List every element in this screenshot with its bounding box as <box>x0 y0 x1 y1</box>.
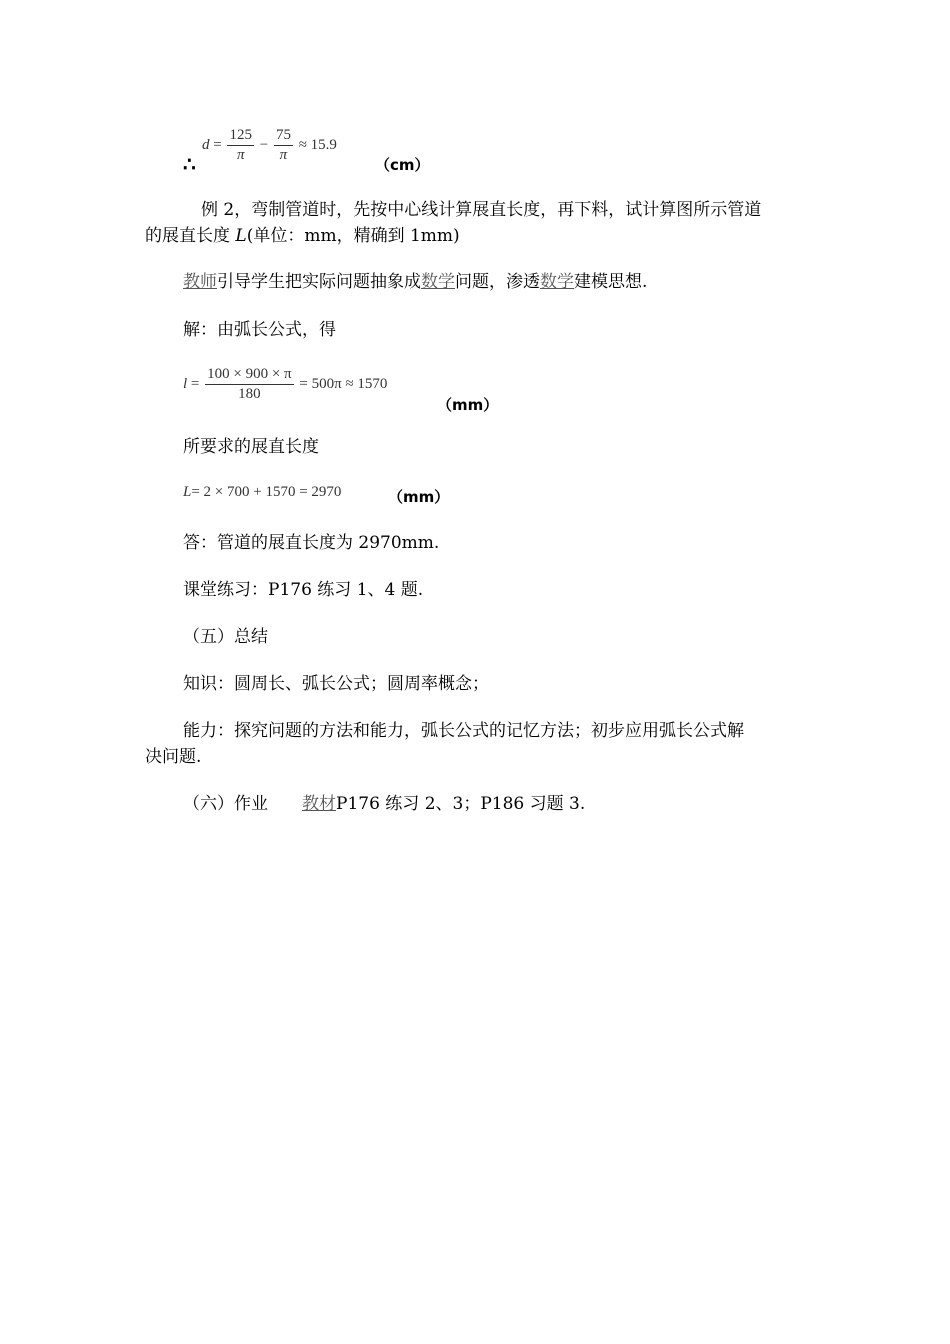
fraction-numerator: 75 <box>274 127 293 146</box>
guide-text: 引导学生把实际问题抽象成 <box>217 272 421 292</box>
formula-expression: = 2 × 700 + 1570 = 2970 <box>191 484 342 500</box>
link-math[interactable]: 数学 <box>421 272 455 292</box>
ability-line2: 决问题. <box>145 747 202 767</box>
answer-line: 答：管道的展直长度为 2970mm. <box>183 533 440 553</box>
fraction-numerator: 125 <box>227 127 254 146</box>
formula-variable-d: d <box>202 136 210 153</box>
example2-line2 <box>145 226 460 246</box>
fraction-arc <box>205 366 294 403</box>
exercise-line: 课堂练习：P176 练习 1、4 题. <box>183 580 424 600</box>
length-intro: 所要求的展直长度 <box>183 437 319 457</box>
formula-variable-l: l <box>183 375 188 392</box>
fraction-numerator: 100 × 900 × π <box>205 366 294 385</box>
guide-text: 建模思想. <box>574 272 648 292</box>
teacher-guide-line <box>183 272 647 292</box>
guide-text: 问题，渗透 <box>455 272 540 292</box>
formula-variable-L: L <box>183 484 192 500</box>
knowledge-line: 知识：圆周长、弧长公式；圆周率概念； <box>183 674 489 694</box>
formula-result: = 500π ≈ 1570 <box>295 375 388 392</box>
therefore-symbol: ∴ <box>183 152 196 176</box>
formula-minus: − <box>255 136 272 153</box>
fraction-denominator: π <box>279 147 288 163</box>
link-math[interactable]: 数学 <box>540 272 574 292</box>
formula-total-length <box>183 484 341 501</box>
example2-line1: 例 2，弯制管道时，先按中心线计算展直长度，再下料，试计算图所示管道 <box>201 200 762 220</box>
formula-diameter <box>202 127 337 164</box>
link-textbook[interactable]: 教材 <box>302 794 336 814</box>
ability-line1: 能力：探究问题的方法和能力，弧长公式的记忆方法；初步应用弧长公式解 <box>183 721 744 741</box>
fraction-denominator: π <box>236 147 245 163</box>
fraction-75-pi <box>274 127 293 164</box>
example2-variable-L: L <box>235 226 247 246</box>
unit-mm: （mm） <box>388 488 450 506</box>
fraction-125-pi <box>227 127 254 164</box>
link-teacher[interactable]: 教师 <box>183 272 217 292</box>
example2-unit-note: (单位：mm，精确到 1mm) <box>246 226 460 246</box>
formula-arc-length <box>183 366 387 403</box>
fraction-denominator: 180 <box>238 386 261 402</box>
summary-heading: （五）总结 <box>183 627 268 647</box>
homework-text: P176 练习 2、3；P186 习题 3. <box>336 794 586 814</box>
solution-intro: 解：由弧长公式，得 <box>183 320 336 340</box>
homework-label: （六）作业 <box>183 794 268 814</box>
formula-equals: = <box>187 375 204 392</box>
homework-line <box>183 794 585 814</box>
unit-cm: （cm） <box>375 156 430 174</box>
example2-text: 的展直长度 <box>145 226 236 246</box>
unit-mm: （mm） <box>437 396 499 414</box>
formula-equals: = <box>209 136 226 153</box>
formula-result: ≈ 15.9 <box>294 136 337 153</box>
